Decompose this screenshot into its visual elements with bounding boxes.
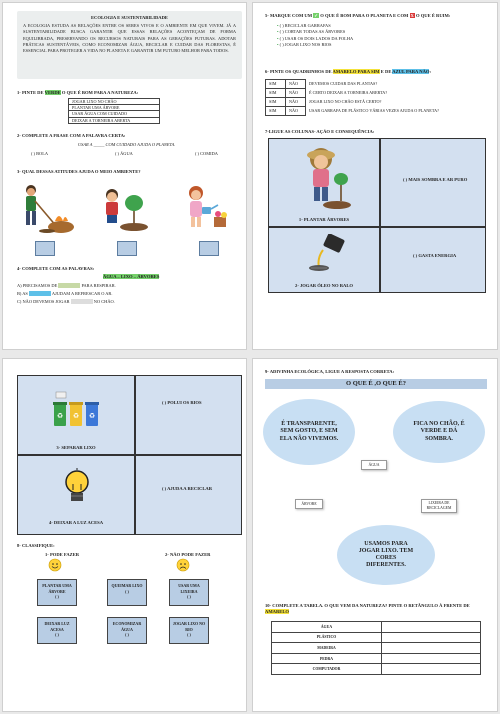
q2-option[interactable]: ( ) COMIDA xyxy=(195,151,218,156)
q2-sentence: USAR A _____ COM CUIDADO AJUDA O PLANETA. xyxy=(78,142,176,147)
blank-field[interactable] xyxy=(58,283,80,288)
q6-question: É CERTO DEIXAR A TORNEIRA ABERTA? xyxy=(309,90,388,96)
light-bulb-illustration xyxy=(62,468,92,512)
q1-item[interactable]: DEIXAR A TORNEIRA ABERTA xyxy=(69,117,160,123)
q8-title: 8- CLASSIFIQUE: xyxy=(17,543,55,548)
consequence-cell xyxy=(135,455,242,535)
sim-cell[interactable]: SIM xyxy=(266,107,286,116)
consequence-cell xyxy=(380,227,486,293)
riddle-cloud: USAMOS PARA JOGAR LIXO. TEM CORES DIFERENTES. xyxy=(337,525,435,585)
classify-card[interactable]: JOGAR LIXO NO RIO ( ) xyxy=(169,617,209,644)
q10-table xyxy=(271,621,481,675)
classify-card[interactable]: DEIXAR LUZ ACESA ( ) xyxy=(37,617,77,644)
riddle-cloud: FICA NO CHÃO, É VERDE E DÁ SOMBRA. xyxy=(393,401,485,463)
consequence-cell xyxy=(380,138,486,227)
answer-cell[interactable] xyxy=(382,643,481,654)
table-row-label: PEDRA xyxy=(272,653,382,664)
q6-title: 6- PINTE OS QUADRINHOS DE AMARELO PARA SIM E DE AZUL PARA NÃO: xyxy=(265,69,432,74)
consequence-label[interactable]: ( ) MAIS SOMBRA E AR PURO xyxy=(403,177,468,182)
answer-cell[interactable] xyxy=(382,664,481,675)
page-1 xyxy=(2,2,247,350)
table-row-label: ÁGUA xyxy=(272,622,382,633)
person-raking-illustration xyxy=(17,181,79,236)
table-row-label: MADEIRA xyxy=(272,643,382,654)
riddle-banner: O QUE É ,O QUE É? xyxy=(265,379,487,389)
action-cell xyxy=(268,227,380,293)
action-cell xyxy=(268,138,380,227)
oil-drain-illustration xyxy=(293,234,355,274)
q7-title: 7-LIGUE AS COLUNAS- AÇÃO E CONSEQUÊNCIA: xyxy=(265,129,375,134)
answer-box[interactable] xyxy=(117,241,137,256)
consequence-label[interactable]: ( ) AJUDA A RECICLAR xyxy=(162,486,213,491)
page-2 xyxy=(252,2,498,350)
q10-title: 10- COMPLETE A TABELA. O QUE VEM DA NATUREZA? PINTE O RETÂNGULO À FRENTE DE AMARELO xyxy=(265,603,470,614)
q1-item[interactable]: PLANTAR UMA ÁRVORE xyxy=(69,105,160,111)
q6-question: USAR GARRAFA DE PLÁSTICO VÁRIAS VEZES AJUDA O PLANETA? xyxy=(309,108,439,114)
consequence-label[interactable]: ( ) GASTA ENERGIA xyxy=(413,253,457,258)
list-item[interactable]: • ( ) CORTAR TODAS AS ÁRVORES xyxy=(277,29,346,35)
intro-text: A ECOLOGIA ESTUDA AS RELAÇÕES ENTRE OS SERES VIVOS E O AMBIENTE EM QUE VIVEM. JÁ A SUSTENTABILIDADE BUSCA GARANTIR QUE ESSAS RELAÇÕES ACONTEÇAM DE FORMA EQUILIBRADA, PRESERVANDO OS RECURSOS NATURAIS PARA AS GERAÇÕES FUTURAS. ADOTAR PRÁTICAS SUSTENTÁVEIS, COMO ECONOMIZAR ÁGUA, RECICLAR E CUIDAR DAS FLORESTAS, É ESSENCIAL PARA PROTEGER A VIDA NO PLANETA E GARANTIR UM FUTURO MELHOR PARA TODOS. xyxy=(23,22,236,54)
sim-cell[interactable]: SIM xyxy=(266,80,286,89)
classify-card[interactable]: PLANTAR UMA ÁRVORE ( ) xyxy=(37,579,77,606)
q2-title: 2- COMPLETE A FRASE COM A PALAVRA CERTA: xyxy=(17,133,126,138)
answer-cell[interactable] xyxy=(382,653,481,664)
can-do-label: 1- PODE FAZER xyxy=(45,552,80,557)
consequence-label[interactable]: ( ) POLUI OS RIOS xyxy=(162,400,202,405)
sim-cell[interactable]: SIM xyxy=(266,89,286,98)
q5-title: 5- MARQUE COM UM ✓ O QUE É BOM PARA O PLANETA E COM X O QUE É RUIM: xyxy=(265,13,451,18)
q2-option[interactable]: ( ) BOLA xyxy=(31,151,49,156)
girl-watering-illustration xyxy=(178,183,238,238)
nao-cell[interactable]: NÃO xyxy=(286,107,306,116)
nao-cell[interactable]: NÃO xyxy=(286,80,306,89)
table-row-label: PLÁSTICO xyxy=(272,632,382,643)
happy-face-icon xyxy=(47,558,63,572)
svg-text:♻: ♻ xyxy=(88,412,96,420)
page-3 xyxy=(2,358,247,712)
page-4 xyxy=(252,358,498,712)
list-item[interactable]: • ( ) JOGAR LIXO NOS RIOS xyxy=(277,42,332,48)
q6-table xyxy=(265,79,487,116)
child-planting-illustration xyxy=(98,185,153,237)
q1-title: 1- PINTE DE VERDE O QUE É BOM PARA A NATUREZA: xyxy=(17,90,139,95)
classify-card[interactable]: QUEIMAR LIXO ( ) xyxy=(107,579,147,606)
q1-table xyxy=(68,98,160,124)
q4-title: 4- COMPLETE COM AS PALAVRAS: xyxy=(17,266,95,271)
q4-line-a: A) PRECISAMOS DE PARA RESPIRAR. xyxy=(17,283,116,288)
answer-label[interactable]: LIXEIRA DE RECICLAGEM xyxy=(421,499,457,513)
answer-label[interactable]: ÁGUA xyxy=(361,460,387,470)
riddle-cloud: É TRANSPARENTE, SEM GOSTO, E SEM ELA NÃO VIVEMOS. xyxy=(263,399,355,465)
table-row-label: COMPUTADOR xyxy=(272,664,382,675)
q1-item[interactable]: USAR ÁGUA COM CUIDADO xyxy=(69,111,160,117)
consequence-cell xyxy=(135,375,242,455)
action-cell xyxy=(17,375,135,455)
classify-card[interactable]: ECONOMIZAR ÁGUA ( ) xyxy=(107,617,147,644)
action-label: 4- DEIXAR A LUZ ACESA xyxy=(48,520,104,526)
intro-title: ECOLOGIA E SUSTENTABILIDADE xyxy=(90,15,168,20)
sim-cell[interactable]: SIM xyxy=(266,98,286,107)
q4-word-bank: ÁGUA – LIXO – ÁRVORES xyxy=(103,274,160,279)
q6-question: DEVEMOS CUIDAR DAS PLANTAS? xyxy=(309,81,378,87)
q4-line-c: C) NÃO DEVEMOS JOGAR NO CHÃO. xyxy=(17,299,115,304)
list-item[interactable]: • ( ) USAR OS DOIS LADOS DA FOLHA xyxy=(277,35,354,41)
blank-field[interactable] xyxy=(71,299,93,304)
answer-label[interactable]: ÁRVORE xyxy=(295,499,323,509)
blank-field[interactable] xyxy=(29,291,51,296)
q6-question: JOGAR LIXO NO CHÃO ESTÁ CERTO? xyxy=(309,99,382,105)
answer-box[interactable] xyxy=(35,241,55,256)
action-cell xyxy=(17,455,135,535)
q2-option[interactable]: ( ) ÁGUA xyxy=(115,151,133,156)
q9-title: 9- ADIVINHA ECOLÓGICA, LIGUE A RESPOSTA CORRETA: xyxy=(265,369,395,374)
classify-card[interactable]: USAR UMA LIXEIRA ( ) xyxy=(169,579,209,606)
answer-cell[interactable] xyxy=(382,632,481,643)
answer-box[interactable] xyxy=(199,241,219,256)
q5-list xyxy=(277,23,353,49)
svg-text:♻: ♻ xyxy=(56,412,64,420)
q1-item[interactable]: JOGAR LIXO NO CHÃO xyxy=(69,99,160,105)
child-planting-illustration xyxy=(297,145,353,213)
list-item[interactable]: • ( ) RECICLAR GARRAFAS xyxy=(277,23,331,28)
cannot-do-label: 2- NÃO PODE FAZER xyxy=(165,552,211,557)
q3-title: 3- QUAL DESSAS ATITUDES AJUDA O MEIO AMBIENTE? xyxy=(17,169,141,174)
intro-box xyxy=(17,11,242,79)
recycling-bins-illustration xyxy=(50,390,104,434)
answer-cell[interactable] xyxy=(382,622,481,633)
svg-text:♻: ♻ xyxy=(72,412,80,420)
sad-face-icon xyxy=(175,558,191,572)
action-label: 1- PLANTAR ÁRVORES xyxy=(298,217,350,223)
action-label: 2- JOGAR ÓLEO NO RALO xyxy=(295,283,353,289)
nao-cell[interactable]: NÃO xyxy=(286,98,306,107)
q4-line-b: B) AS AJUDAM A REFRESCAR O AR. xyxy=(17,291,113,296)
action-label: 3- SEPARAR LIXO xyxy=(56,445,96,451)
nao-cell[interactable]: NÃO xyxy=(286,89,306,98)
